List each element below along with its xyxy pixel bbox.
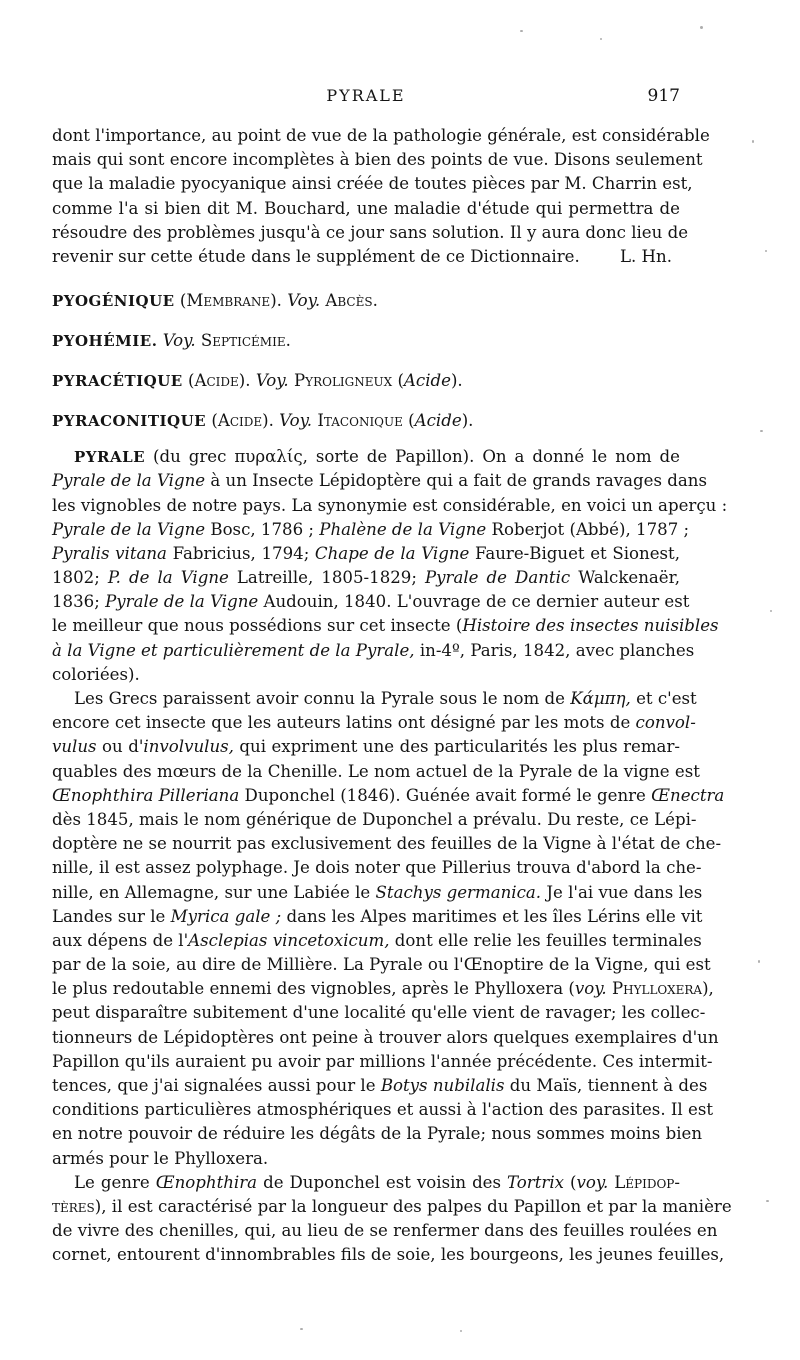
cross-reference: Itaconique <box>312 411 403 431</box>
italic-text: Œnectra <box>651 785 725 805</box>
text-segment: ). <box>238 371 256 391</box>
italic-text: voy. <box>576 1172 609 1192</box>
entry-headword: PYOHÉMIE. <box>52 332 158 351</box>
entry-pyogenique <box>52 281 680 321</box>
scan-speck <box>766 1200 769 1202</box>
entry-headword: PYRALE <box>74 448 146 467</box>
page-body <box>52 124 732 1268</box>
italic-text: Tortrix <box>507 1172 564 1192</box>
small-caps-text: Lépidop- <box>608 1172 680 1192</box>
text-line: dont l'importance, au point de vue de la pathologie générale, est considérable <box>52 126 710 145</box>
text-segment: in-4º, Paris, 1842, avec planches <box>414 640 695 660</box>
text-segment: Audouin, 1840. L'ouvrage de ce dernier auteur est <box>258 592 690 612</box>
text-segment: Duponchel (1846). Guénée avait formé le genre <box>239 785 652 805</box>
small-caps-text: Membrane <box>186 291 271 311</box>
text-segment: encore cet insecte que les auteurs latins ont désigné par les mots de <box>52 713 636 733</box>
text-line <box>52 881 703 905</box>
text-segment: ). <box>270 291 288 311</box>
text-line: quables des mœurs de la Chenille. Le nom actuel de la Pyrale de la vigne est <box>52 761 700 781</box>
text-segment: tences, que j'ai signalées aussi pour le <box>52 1076 381 1095</box>
text-segment: Les Grecs paraissent avoir connu la Pyrale sous le nom de <box>74 689 571 708</box>
continued-paragraph <box>52 124 710 269</box>
text-segment: dont elle relie les feuilles terminales <box>389 930 702 950</box>
text-segment: ( <box>174 291 187 311</box>
italic-text: convol- <box>635 713 696 733</box>
text-line: en notre pouvoir de réduire les dégâts de la Pyrale; nous sommes moins bien <box>52 1124 703 1144</box>
text-line <box>52 1074 708 1098</box>
italic-text: Pyrale de la Vigne <box>105 592 259 612</box>
italic-text: Pyralis vitana <box>52 543 167 563</box>
text-line: que la maladie pyocyanique ainsi créée de toutes pièces par M. Charrin est, <box>52 174 693 194</box>
text-segment: ), <box>702 979 714 999</box>
text-segment: ( <box>563 1172 577 1192</box>
text-segment: ), il est caractérisé par la longueur des palpes du Papillon et par la manière <box>94 1196 732 1216</box>
scan-speck <box>758 960 760 963</box>
spacer <box>52 269 680 281</box>
voy-reference: Voy. <box>162 331 196 351</box>
text-line: les vignobles de notre pays. La synonymie est considérable, en voici un aperçu : <box>52 495 728 515</box>
text-line <box>52 1171 680 1195</box>
text-line <box>52 711 696 735</box>
text-line <box>52 905 703 929</box>
author-signature: L. Hn. <box>619 246 672 266</box>
text-line <box>52 784 725 808</box>
italic-text: Acide <box>414 411 462 431</box>
italic-text: à la Vigne et particulièrement de la Pyrale, <box>52 640 415 660</box>
text-segment: Je l'ai vue dans les <box>541 882 703 902</box>
scan-speck <box>760 430 763 432</box>
text-line: doptère ne se nourrit pas exclusivement des feuilles de la Vigne à l'état de che- <box>52 834 722 854</box>
voy-reference: Voy. <box>255 371 289 391</box>
text-line: dès 1845, mais le nom générique de Duponchel a prévalu. Du reste, ce Lépi- <box>52 809 697 829</box>
scan-speck <box>600 38 602 40</box>
text-line: armés pour le Phylloxera. <box>52 1148 269 1168</box>
text-segment: ( <box>206 411 218 431</box>
text-line <box>52 566 680 590</box>
page-header <box>52 86 680 116</box>
cross-reference: Abcès. <box>320 291 378 311</box>
italic-text: P. de la Vigne <box>107 568 229 588</box>
italic-text: Myrica gale ; <box>170 906 282 926</box>
text-line <box>52 735 680 759</box>
entry-pyohemie <box>52 321 680 361</box>
text-segment: (du grec πυραλίς, sorte de Papillon). On a donné le nom de <box>145 447 680 467</box>
text-line: cornet, entourent d'innombrables fils de soie, les bourgeons, les jeunes feuilles, <box>52 1245 725 1265</box>
voy-reference: Voy. <box>279 411 313 431</box>
entry-headword: PYRACÉTIQUE <box>52 372 183 391</box>
voy-reference: Voy. <box>287 291 321 311</box>
italic-text: Pyrale de la Vigne <box>52 519 206 539</box>
scan-speck <box>752 140 754 143</box>
text-line: nille, il est assez polyphage. Je dois noter que Pillerius trouva d'abord la che- <box>52 858 702 878</box>
text-segment: dans les Alpes maritimes et les îles Lérins elle vit <box>281 906 703 926</box>
text-line <box>52 977 714 1001</box>
text-line: conditions particulières atmosphériques et aussi à l'action des parasites. Il est <box>52 1100 714 1120</box>
scan-speck <box>700 26 703 29</box>
text-segment: revenir sur cette étude dans le supplément de ce Dictionnaire. <box>52 246 580 266</box>
italic-text: Stachys germanica. <box>375 882 542 902</box>
text-segment: du Maïs, tiennent à des <box>504 1076 708 1095</box>
scan-speck <box>520 30 523 32</box>
text-line: Papillon qu'ils auraient pu avoir par millions l'année précédente. Ces intermit- <box>52 1051 713 1071</box>
text-line-with-signature <box>52 245 680 269</box>
text-line <box>52 445 680 469</box>
italic-text: Œnophthira Pilleriana <box>52 785 240 805</box>
italic-text: Asclepias vincetoxicum, <box>188 930 390 950</box>
italic-text: Histoire des insectes nuisibles <box>462 616 719 636</box>
scan-speck <box>460 1330 462 1332</box>
text-segment: qui expriment une des particularités les plus remar- <box>233 737 680 757</box>
text-line <box>52 542 680 566</box>
italic-text: Botys nubilalis <box>380 1076 505 1095</box>
text-line <box>52 518 690 542</box>
scan-speck <box>765 250 767 252</box>
text-line: tionneurs de Lépidoptères ont peine à trouver alors quelques exemplaires d'un <box>52 1027 719 1047</box>
text-line <box>52 1195 732 1219</box>
text-segment: 1802; <box>52 568 108 588</box>
small-caps-text: Acide <box>194 371 239 391</box>
cross-reference: Pyroligneux <box>288 371 393 391</box>
small-caps-text: Phylloxera <box>606 979 703 999</box>
italic-text: vulus <box>52 737 97 757</box>
text-segment: Faure-Biguet et Sionest, <box>469 543 680 563</box>
scan-speck <box>300 1328 303 1330</box>
text-segment: 1836; <box>52 592 106 612</box>
text-line <box>52 469 707 493</box>
italic-text: Pyrale de la Vigne <box>52 471 206 491</box>
italic-text: Κάμπη, <box>570 689 631 708</box>
text-segment: le meilleur que nous possédions sur cet insecte ( <box>52 616 463 636</box>
text-line: mais qui sont encore incomplètes à bien des points de vue. Disons seulement <box>52 150 703 170</box>
text-segment: ). <box>461 411 474 431</box>
text-line: résoudre des problèmes jusqu'à ce jour sans solution. Il y aura donc lieu de <box>52 222 689 242</box>
text-segment: Le genre <box>74 1172 156 1192</box>
italic-text: Œnophthira <box>155 1172 258 1192</box>
text-segment: aux dépens de l' <box>52 930 189 950</box>
running-title: PYRALE <box>326 86 406 105</box>
italic-text: voy. <box>574 979 607 999</box>
text-segment: de Duponchel est voisin des <box>257 1172 508 1192</box>
text-segment: Walckenaër, <box>570 568 680 588</box>
text-segment: ( <box>392 371 404 391</box>
text-line: par de la soie, au dire de Millière. La Pyrale ou l'Œnoptire de la Vigne, qui est <box>52 955 711 975</box>
entry-headword: PYRACONITIQUE <box>52 412 207 431</box>
text-segment: le plus redoutable ennemi des vignobles, après le Phylloxera ( <box>52 979 575 999</box>
text-line: coloriées). <box>52 664 140 684</box>
text-segment: ou d' <box>96 737 144 757</box>
small-caps-text: Acide <box>217 411 263 431</box>
text-segment: ( <box>182 371 195 391</box>
italic-text: Chape de la Vigne <box>314 543 470 563</box>
cross-reference: Septicémie. <box>195 331 291 351</box>
italic-text: Pyrale de Dantic <box>425 568 571 588</box>
text-line <box>52 929 702 953</box>
text-segment: Roberjot (Abbé), 1787 ; <box>486 519 690 539</box>
text-line <box>52 590 690 614</box>
entry-headword: PYOGÉNIQUE <box>52 292 175 311</box>
text-line <box>52 687 697 711</box>
entry-pyracetique <box>52 361 680 401</box>
text-line: peut disparaître subitement d'une localité qu'elle vient de ravager; les collec- <box>52 1003 706 1023</box>
small-caps-text: tères <box>52 1196 95 1216</box>
text-segment: ). <box>450 371 463 391</box>
text-segment: ). <box>262 411 280 431</box>
text-line: comme l'a si bien dit M. Bouchard, une maladie d'étude qui permettra de <box>52 198 680 218</box>
text-segment: Bosc, 1786 ; <box>205 519 320 539</box>
entry-pyrale <box>52 445 732 1267</box>
text-line <box>52 639 695 663</box>
text-segment: et c'est <box>630 689 697 708</box>
italic-text: involvulus, <box>143 737 234 757</box>
text-line: de vivre des chenilles, qui, au lieu de se renfermer dans des feuilles roulées en <box>52 1221 718 1241</box>
italic-text: Acide <box>403 371 451 391</box>
text-segment: nille, en Allemagne, sur une Labiée le <box>52 882 376 902</box>
text-segment: à un Insecte Lépidoptère qui a fait de grands ravages dans <box>205 471 707 491</box>
page-number: 917 <box>647 86 680 106</box>
text-line <box>52 614 719 638</box>
entry-pyraconitique <box>52 401 680 441</box>
text-segment: Latreille, 1805-1829; <box>228 568 425 588</box>
italic-text: Phalène de la Vigne <box>319 519 487 539</box>
text-segment: Fabricius, 1794; <box>166 543 315 563</box>
text-segment: ( <box>402 411 415 431</box>
text-segment: Landes sur le <box>52 906 171 926</box>
scan-speck <box>770 610 772 612</box>
